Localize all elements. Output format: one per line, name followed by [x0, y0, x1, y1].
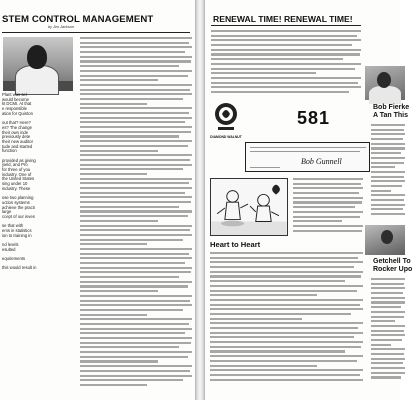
text-line-placeholder: [211, 72, 316, 74]
text-line-placeholder: [371, 124, 405, 126]
text-line-placeholder: [80, 98, 183, 100]
text-line-placeholder: [80, 285, 188, 287]
text-line-placeholder: [80, 46, 192, 48]
text-line-placeholder: [371, 157, 405, 159]
text-line-placeholder: [80, 248, 192, 250]
text-line-placeholder: [371, 362, 403, 364]
text-line-placeholder: [371, 320, 395, 322]
renewal-title-rule: [211, 25, 361, 26]
text-line-placeholder: [371, 129, 404, 131]
text-line-placeholder: [80, 140, 192, 142]
text-line-placeholder: [80, 309, 183, 311]
text-line-placeholder: [211, 91, 349, 93]
left-article-byline: by Jim Jackson: [48, 25, 74, 29]
text-line-placeholder: [371, 348, 405, 350]
text-line-placeholder: [211, 39, 361, 41]
text-line-placeholder: [210, 285, 363, 287]
left-col1-line: large: [2, 209, 12, 215]
text-line-placeholder: [371, 194, 405, 196]
text-line-placeholder: [80, 75, 188, 77]
heart-article-text: [210, 252, 363, 383]
renewal-title: RENEWAL TIME! RENEWAL TIME!: [213, 14, 353, 24]
text-line-placeholder: [80, 370, 190, 372]
text-line-placeholder: [371, 344, 391, 346]
text-line-placeholder: [80, 196, 192, 198]
text-line-placeholder: [211, 82, 358, 84]
text-line-placeholder: [371, 367, 405, 369]
text-line-placeholder: [210, 355, 363, 357]
text-line-placeholder: [80, 79, 158, 81]
text-line-placeholder: [80, 135, 179, 137]
text-line-placeholder: [80, 220, 158, 222]
text-line-placeholder: [371, 306, 401, 308]
page-gutter: [196, 0, 204, 400]
text-line-placeholder: [371, 358, 405, 360]
text-line-placeholder: [80, 182, 189, 184]
text-line-placeholder: [210, 271, 363, 273]
text-line-placeholder: [371, 353, 404, 355]
text-line-placeholder: [80, 360, 158, 362]
text-line-placeholder: [80, 379, 183, 381]
text-line-placeholder: [80, 314, 147, 316]
text-line-placeholder: [80, 159, 190, 161]
text-line-placeholder: [80, 257, 192, 259]
text-line-placeholder: [211, 49, 361, 51]
text-line-placeholder: [80, 107, 192, 109]
text-line-placeholder: [371, 316, 404, 318]
text-line-placeholder: [371, 162, 404, 164]
text-line-placeholder: [80, 89, 190, 91]
text-line-placeholder: [80, 60, 191, 62]
text-line-placeholder: [211, 35, 357, 37]
left-col1-line: out that? Here?: [2, 120, 31, 126]
text-line-placeholder: [371, 292, 403, 294]
text-line-placeholder: [80, 281, 192, 283]
left-col1-line: provided as giving: [2, 157, 36, 163]
text-line-placeholder: [211, 63, 361, 65]
left-col1-line: yield, and Pro: [2, 162, 28, 168]
text-line-placeholder: [293, 230, 362, 232]
text-line-placeholder: [210, 341, 363, 343]
text-line-placeholder: [80, 145, 188, 147]
text-line-placeholder: [293, 187, 363, 189]
text-line-placeholder: [80, 70, 192, 72]
text-line-placeholder: [210, 280, 345, 282]
left-col1-line: function: [2, 148, 17, 154]
heart-cartoon: [210, 178, 288, 236]
ticket-signature: Bob Gunnell: [301, 157, 342, 166]
text-line-placeholder: [293, 211, 363, 213]
left-col1-line: their own inde: [2, 129, 29, 135]
text-line-placeholder: [210, 290, 357, 292]
text-line-placeholder: [210, 275, 361, 277]
text-line-placeholder: [371, 204, 405, 206]
text-line-placeholder: [80, 150, 158, 152]
text-line-placeholder: [80, 215, 188, 217]
text-line-placeholder: [80, 262, 185, 264]
left-col1-line: tude and started: [2, 143, 33, 149]
side-article-2-title-a: Getchell To: [373, 258, 411, 265]
cartoon-side-text: [293, 178, 363, 234]
text-line-placeholder: [371, 190, 391, 192]
left-col1-line: previously dete: [2, 134, 31, 140]
text-line-placeholder: [293, 197, 363, 199]
bob-fierke-photo: [365, 66, 405, 100]
text-line-placeholder: [80, 239, 183, 241]
text-line-placeholder: [210, 379, 363, 381]
text-line-placeholder: [371, 171, 405, 173]
text-line-placeholder: [210, 266, 354, 268]
text-line-placeholder: [210, 261, 363, 263]
text-line-placeholder: [210, 369, 363, 371]
text-line-placeholder: [211, 30, 361, 32]
text-line-placeholder: [80, 375, 192, 377]
text-line-placeholder: [371, 301, 405, 303]
left-col1-line: ose two planning: [2, 195, 34, 201]
text-line-placeholder: [371, 339, 402, 341]
text-line-placeholder: [80, 42, 189, 44]
text-line-placeholder: [371, 185, 402, 187]
text-line-placeholder: [80, 178, 192, 180]
left-column-2: [80, 37, 192, 389]
text-line-placeholder: [371, 278, 405, 280]
text-line-placeholder: [80, 173, 147, 175]
text-line-placeholder: [293, 183, 361, 185]
text-line-placeholder: [80, 201, 191, 203]
side-article-2-text: [371, 278, 405, 381]
text-line-placeholder: [210, 346, 361, 348]
text-line-placeholder: [371, 143, 405, 145]
text-line-placeholder: [371, 325, 405, 327]
text-line-placeholder: [80, 365, 192, 367]
left-col1-line: would become: [2, 96, 30, 102]
text-line-placeholder: [210, 318, 302, 320]
left-title-rule: [2, 32, 190, 33]
text-line-placeholder: [80, 225, 192, 227]
text-line-placeholder: [371, 283, 404, 285]
text-line-placeholder: [371, 376, 401, 378]
left-col1-line: e responsible: [2, 106, 27, 112]
text-line-placeholder: [371, 166, 395, 168]
text-line-placeholder: [80, 271, 191, 273]
left-col1-line: ems in statistics: [2, 227, 32, 233]
logo-label: DIAMOND WALNUT: [210, 135, 242, 139]
text-line-placeholder: [210, 294, 317, 296]
side-article-2-title-b: Rocker Upo: [373, 266, 412, 273]
text-line-placeholder: [371, 138, 403, 140]
text-line-placeholder: [80, 332, 185, 334]
text-line-placeholder: [80, 243, 147, 245]
text-line-placeholder: [80, 210, 192, 212]
text-line-placeholder: [371, 199, 404, 201]
side-article-1-text: [371, 124, 405, 218]
text-line-placeholder: [80, 300, 190, 302]
text-line-placeholder: [80, 304, 192, 306]
side-article-1-title-a: Bob Fierke: [373, 104, 410, 111]
text-line-placeholder: [80, 346, 179, 348]
left-col1-line: achieve the practi: [2, 204, 35, 210]
text-line-placeholder: [80, 356, 188, 358]
text-line-placeholder: [80, 56, 192, 58]
text-line-placeholder: [80, 112, 189, 114]
text-line-placeholder: [293, 178, 363, 180]
text-line-placeholder: [80, 342, 191, 344]
text-line-placeholder: [80, 103, 147, 105]
text-line-placeholder: [80, 295, 192, 297]
text-line-placeholder: [80, 328, 192, 330]
text-line-placeholder: [210, 332, 363, 334]
text-line-placeholder: [80, 51, 185, 53]
text-line-placeholder: [80, 351, 192, 353]
text-line-placeholder: [80, 131, 191, 133]
text-line-placeholder: [371, 372, 405, 374]
left-page: [0, 0, 196, 400]
text-line-placeholder: [210, 252, 363, 254]
text-line-placeholder: [211, 58, 343, 60]
author-photo: [3, 37, 73, 91]
text-line-placeholder: [211, 44, 352, 46]
right-page: [204, 0, 412, 400]
text-line-placeholder: [80, 187, 192, 189]
text-line-placeholder: [80, 384, 147, 386]
left-col1-line: this would result in: [2, 265, 37, 271]
text-line-placeholder: [80, 267, 192, 269]
text-line-placeholder: [371, 208, 403, 210]
walnut-logo-icon: [211, 100, 241, 134]
text-line-placeholder: [210, 350, 345, 352]
text-line-placeholder: [293, 192, 359, 194]
left-col1-line: Plant was sel: [2, 92, 27, 97]
left-col1-line: their new auditor: [2, 138, 33, 144]
text-line-placeholder: [210, 327, 358, 329]
left-col1-line: es? The change: [2, 124, 32, 130]
text-line-placeholder: [210, 365, 317, 367]
text-line-placeholder: [210, 304, 360, 306]
left-col1-line: the United States: [2, 176, 35, 182]
renewal-ticket: [245, 142, 370, 172]
text-line-placeholder: [210, 374, 360, 376]
side-article-1-title-b: A Tan This: [373, 112, 408, 119]
text-line-placeholder: [293, 206, 355, 208]
left-col1-line: industry. One of: [2, 171, 32, 177]
text-line-placeholder: [80, 65, 179, 67]
text-line-placeholder: [371, 152, 401, 154]
text-line-placeholder: [371, 297, 405, 299]
text-line-placeholder: [80, 253, 189, 255]
text-line-placeholder: [210, 360, 357, 362]
left-col1-line: sing under 10: [2, 181, 28, 187]
text-line-placeholder: [80, 206, 179, 208]
renewal-intro-text: [211, 30, 361, 96]
left-col1-line: ation for Quinton: [2, 110, 33, 116]
text-line-placeholder: [293, 225, 363, 227]
text-line-placeholder: [210, 257, 358, 259]
text-line-placeholder: [211, 77, 361, 79]
text-line-placeholder: [211, 53, 360, 55]
text-line-placeholder: [80, 117, 192, 119]
cartoon-illustration-icon: [211, 179, 287, 235]
text-line-placeholder: [80, 318, 192, 320]
text-line-placeholder: [80, 164, 192, 166]
text-line-placeholder: [80, 37, 192, 39]
left-col1-line: ion to training in: [2, 232, 32, 238]
left-col1-line: equirements: [2, 256, 26, 262]
left-col1-line: uction systems: [2, 199, 30, 205]
text-line-placeholder: [80, 290, 158, 292]
text-line-placeholder: [371, 334, 405, 336]
text-line-placeholder: [80, 192, 185, 194]
text-line-placeholder: [210, 322, 363, 324]
left-col1-line: se that with: [2, 223, 24, 229]
left-column-1: [2, 93, 74, 271]
text-line-placeholder: [371, 213, 405, 215]
text-line-placeholder: [293, 220, 342, 222]
text-line-placeholder: [371, 180, 405, 182]
left-col1-line: esulted: [2, 246, 16, 252]
text-line-placeholder: [371, 133, 405, 135]
text-line-placeholder: [210, 308, 363, 310]
text-line-placeholder: [211, 68, 355, 70]
text-line-placeholder: [80, 234, 192, 236]
text-line-placeholder: [80, 154, 192, 156]
text-line-placeholder: [80, 337, 192, 339]
text-line-placeholder: [211, 86, 361, 88]
text-line-placeholder: [293, 216, 360, 218]
left-col1-line: ccept of our inves: [2, 213, 35, 219]
left-article-title: STEM CONTROL MANAGEMENT: [2, 14, 154, 25]
text-line-placeholder: [371, 147, 405, 149]
text-line-placeholder: [210, 299, 363, 301]
heart-to-heart-title: Heart to Heart: [210, 240, 261, 249]
left-col1-line: industry. These: [2, 185, 31, 191]
text-line-placeholder: [80, 168, 183, 170]
text-line-placeholder: [80, 126, 192, 128]
text-line-placeholder: [80, 229, 190, 231]
ticket-number: 581: [297, 108, 331, 128]
text-line-placeholder: [80, 84, 192, 86]
text-line-placeholder: [210, 313, 351, 315]
left-col1-line: nd levels: [2, 242, 19, 247]
text-line-placeholder: [80, 121, 185, 123]
left-col1-line: kt DCMI. At that: [2, 101, 32, 107]
getchell-photo: [365, 225, 405, 255]
text-line-placeholder: [371, 287, 405, 289]
text-line-placeholder: [210, 336, 354, 338]
left-col1-line: for three of you: [2, 167, 31, 172]
text-line-placeholder: [371, 176, 404, 178]
text-line-placeholder: [293, 201, 362, 203]
text-line-placeholder: [80, 93, 192, 95]
text-line-placeholder: [371, 330, 404, 332]
text-line-placeholder: [371, 311, 405, 313]
text-line-placeholder: [80, 323, 189, 325]
text-line-placeholder: [80, 276, 179, 278]
